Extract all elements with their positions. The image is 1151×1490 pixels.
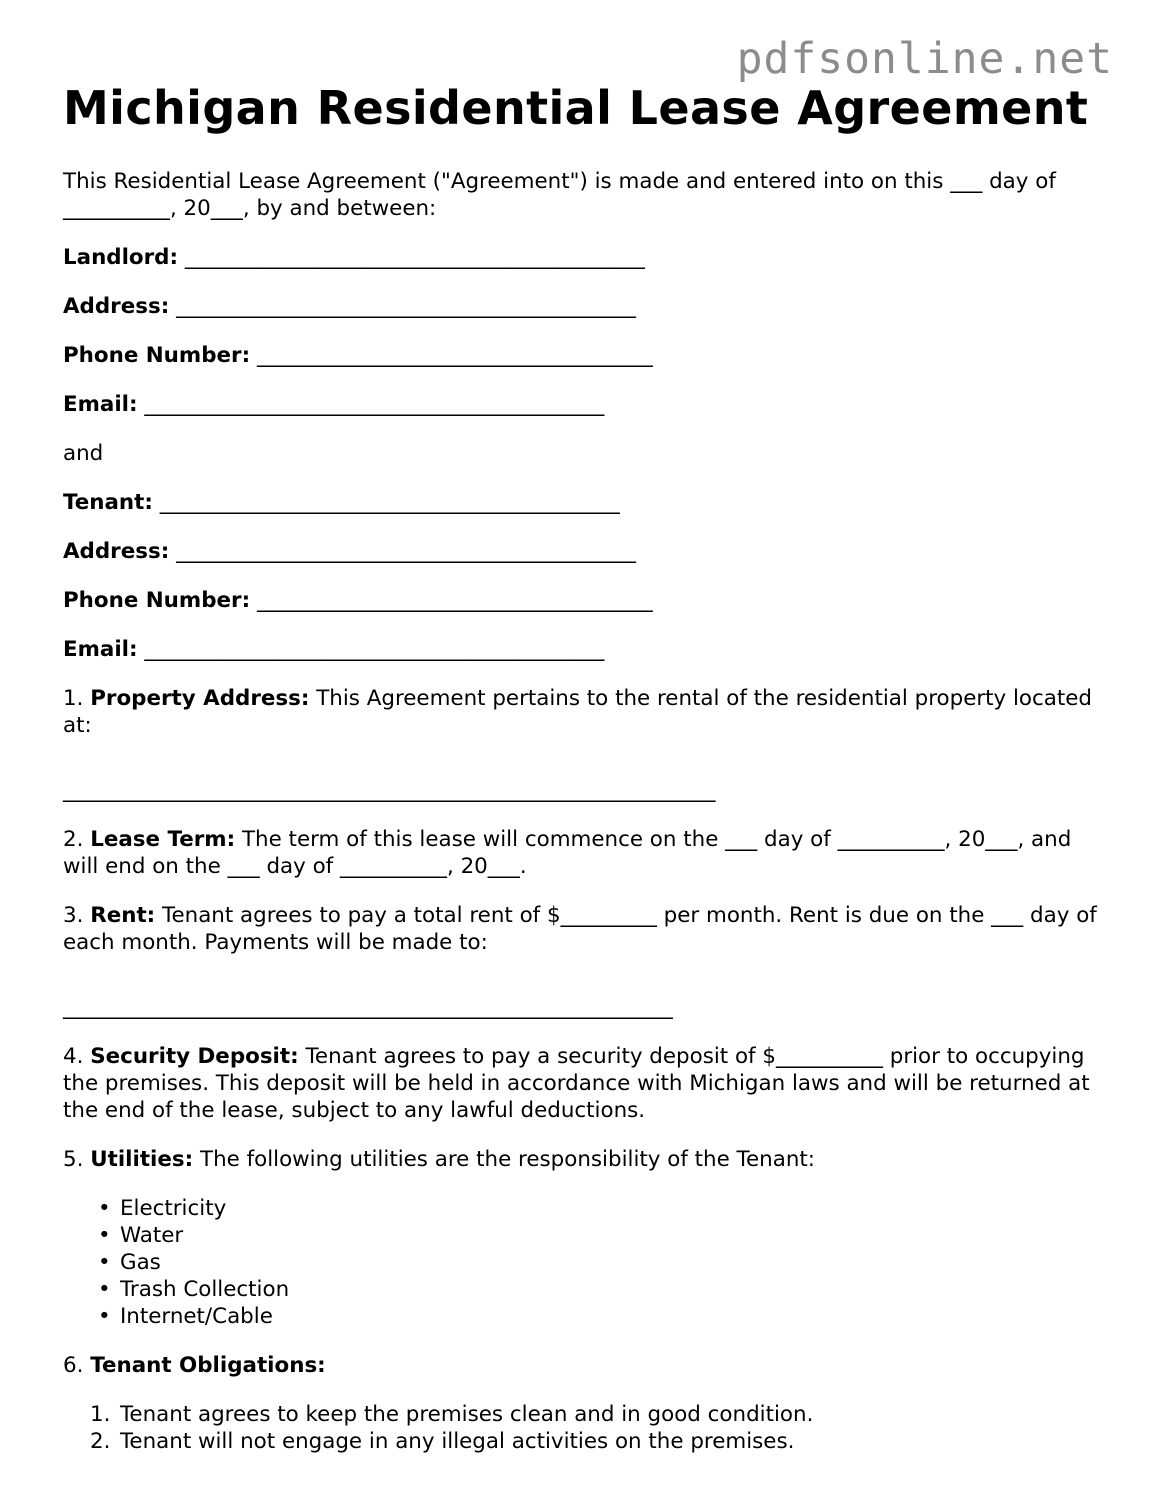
payment-recipient-blank[interactable]: _________________________________________________________ [63, 995, 673, 1020]
list-item-number: 2. [90, 1429, 111, 1454]
section-heading: Rent: [90, 903, 156, 928]
section-text: This Agreement pertains to the rental of the residential property located at: [63, 686, 1093, 738]
section-number: 4. [63, 1044, 84, 1069]
landlord-name-field[interactable] [63, 244, 1103, 271]
tenant-name-field[interactable] [63, 489, 1103, 516]
section-number: 1. [63, 686, 84, 711]
tenant-phone-label: Phone Number: [63, 588, 251, 613]
section-heading: Lease Term: [90, 827, 236, 852]
section-heading: Security Deposit: [90, 1044, 299, 1069]
bullet-icon: • [98, 1277, 111, 1302]
tenant-address-blank[interactable]: ___________________________________________ [176, 539, 636, 564]
landlord-address-label: Address: [63, 294, 170, 319]
tenant-name-label: Tenant: [63, 490, 153, 515]
section-text: Tenant agrees to pay a security deposit of $__________ prior to occupying the premises. This deposit will be held in accordance with Michigan laws and will be returned at the end of the lease, subject to any lawful deductions. [63, 1044, 1090, 1123]
section-number: 6. [63, 1353, 84, 1378]
utilities-list [63, 1195, 1103, 1330]
section-text: The term of this lease will commence on the ___ day of __________, 20___, and will end on the ___ day of __________, 20___. [63, 827, 1072, 879]
landlord-phone-label: Phone Number: [63, 343, 251, 368]
landlord-phone-field[interactable] [63, 342, 1103, 369]
landlord-address-blank[interactable]: ___________________________________________ [176, 294, 636, 319]
list-item-text: Trash Collection [120, 1277, 290, 1302]
list-item-text: Tenant will not engage in any illegal activities on the premises. [120, 1429, 795, 1454]
property-address-blank[interactable]: _____________________________________________________________ [63, 778, 716, 803]
document-title: Michigan Residential Lease Agreement [63, 81, 1089, 135]
list-item [98, 1303, 1103, 1330]
list-item-text: Water [120, 1223, 184, 1248]
bullet-icon: • [98, 1250, 111, 1275]
landlord-email-label: Email: [63, 392, 138, 417]
list-item-text: Gas [120, 1250, 161, 1275]
list-item [98, 1222, 1103, 1249]
bullet-icon: • [98, 1196, 111, 1221]
landlord-address-field[interactable] [63, 293, 1103, 320]
section-number: 5. [63, 1147, 84, 1172]
tenant-phone-field[interactable] [63, 587, 1103, 614]
landlord-name-blank[interactable]: ___________________________________________ [184, 245, 645, 270]
section-number: 2. [63, 827, 84, 852]
list-item-text: Electricity [120, 1196, 227, 1221]
section-heading: Tenant Obligations: [90, 1353, 326, 1378]
section-property-address [63, 685, 1103, 739]
list-item [90, 1428, 1103, 1455]
section-heading: Utilities: [90, 1147, 194, 1172]
watermark: pdfsonline.net [736, 34, 1113, 84]
tenant-phone-blank[interactable]: _____________________________________ [256, 588, 653, 613]
list-item-text: Internet/Cable [120, 1304, 273, 1329]
section-heading: Property Address: [90, 686, 310, 711]
list-item [90, 1401, 1103, 1428]
tenant-address-label: Address: [63, 539, 170, 564]
tenant-email-field[interactable] [63, 636, 1103, 663]
landlord-name-label: Landlord: [63, 245, 179, 270]
intro-paragraph: This Residential Lease Agreement ("Agreement") is made and entered into on this ___ day of __________, 20___, by and between: [63, 169, 1056, 221]
section-number: 3. [63, 903, 84, 928]
landlord-phone-blank[interactable]: _____________________________________ [256, 343, 653, 368]
list-item [98, 1276, 1103, 1303]
bullet-icon: • [98, 1223, 111, 1248]
list-item-text: Tenant agrees to keep the premises clean and in good condition. [120, 1402, 814, 1427]
landlord-email-blank[interactable]: ___________________________________________ [144, 392, 605, 417]
section-lease-term [63, 826, 1103, 880]
section-utilities [63, 1146, 1103, 1173]
list-item [98, 1249, 1103, 1276]
section-text: The following utilities are the responsibility of the Tenant: [200, 1147, 815, 1172]
section-tenant-obligations [63, 1352, 1103, 1379]
obligations-list [63, 1401, 1103, 1455]
document-page [63, 82, 1103, 1455]
tenant-address-field[interactable] [63, 538, 1103, 565]
landlord-email-field[interactable] [63, 391, 1103, 418]
section-text: Tenant agrees to pay a total rent of $_________ per month. Rent is due on the ___ day of each month. Payments will be made to: [63, 903, 1097, 955]
bullet-icon: • [98, 1304, 111, 1329]
section-rent [63, 902, 1103, 956]
tenant-name-blank[interactable]: ___________________________________________ [159, 490, 620, 515]
list-item [98, 1195, 1103, 1222]
list-item-number: 1. [90, 1402, 111, 1427]
tenant-email-blank[interactable]: ___________________________________________ [144, 637, 605, 662]
tenant-email-label: Email: [63, 637, 138, 662]
section-security-deposit [63, 1043, 1103, 1124]
and-separator: and [63, 441, 104, 466]
